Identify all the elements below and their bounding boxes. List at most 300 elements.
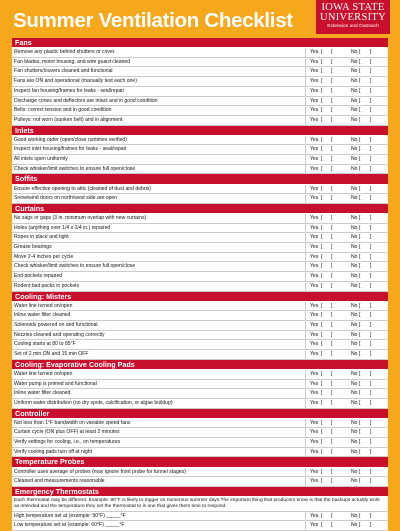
bracket-open: [ xyxy=(359,215,361,221)
no-checkbox[interactable] xyxy=(351,106,375,116)
no-checkbox[interactable] xyxy=(351,340,375,350)
no-checkbox[interactable] xyxy=(351,97,375,107)
yes-label: Yes xyxy=(310,341,319,348)
bracket-open: [ xyxy=(321,522,323,529)
checklist-item-text: Verify settings for cooling, i.e., on temperatures xyxy=(14,439,121,446)
checklist-item-text: Set of 2 min ON and 15 min OFF xyxy=(14,351,89,358)
yes-checkbox[interactable] xyxy=(310,185,334,195)
no-checkbox[interactable] xyxy=(351,136,375,146)
checklist-row xyxy=(12,311,388,321)
bracket-close: ] xyxy=(370,312,372,319)
no-label: No xyxy=(351,439,358,446)
no-label: No xyxy=(351,478,358,485)
no-checkbox[interactable] xyxy=(351,116,375,126)
bracket-open: [ xyxy=(321,234,323,241)
yes-checkbox[interactable] xyxy=(310,419,334,429)
bracket-open: [ xyxy=(321,390,323,397)
bracket-close: ] xyxy=(370,165,372,172)
no-label: No xyxy=(351,351,358,358)
bracket-close: ] xyxy=(331,282,333,289)
bracket-open: [ xyxy=(321,156,323,163)
no-label: No xyxy=(351,282,358,289)
row-divider xyxy=(305,399,306,408)
bracket-open: [ xyxy=(321,399,323,406)
yes-label: Yes xyxy=(310,390,319,397)
checklist-item-text: Check whisker/limit switches to ensure full open/close xyxy=(14,165,136,172)
no-checkbox[interactable] xyxy=(351,521,375,531)
bracket-close: ] xyxy=(370,419,372,426)
yes-checkbox[interactable] xyxy=(310,302,334,312)
checklist-item-text: Uniform water distribution (no dry spots, calcification, or algae buildup) xyxy=(14,399,173,406)
yes-label: Yes xyxy=(310,185,319,192)
bracket-close: ] xyxy=(331,107,333,114)
row-divider xyxy=(305,87,306,96)
checklist-item-text: Controller uses average of probes (may ignore front probe for tunnel stages) xyxy=(14,468,186,475)
row-divider xyxy=(305,521,306,530)
checklist-item-text: Fans are ON and operational (manually test each one) xyxy=(14,78,137,85)
no-checkbox[interactable] xyxy=(351,145,375,155)
bracket-close: ] xyxy=(331,321,333,328)
checklist-row xyxy=(12,48,388,58)
checklist-item-text: All inlets open uniformly xyxy=(14,156,68,163)
no-checkbox[interactable] xyxy=(351,311,375,321)
bracket-close: ] xyxy=(370,282,372,289)
yes-label: Yes xyxy=(310,419,319,426)
checklist-item-text: Pulleys: not worn (sunken belt) and in alignment xyxy=(14,116,123,123)
checklist-item-text: Water line turned on/open xyxy=(14,302,73,309)
bracket-open: [ xyxy=(359,419,361,426)
yes-label: Yes xyxy=(310,429,319,436)
no-checkbox[interactable] xyxy=(351,233,375,243)
yes-checkbox[interactable] xyxy=(310,448,334,458)
no-checkbox[interactable] xyxy=(351,194,375,204)
no-label: No xyxy=(351,419,358,426)
yes-checkbox[interactable] xyxy=(310,224,334,234)
bracket-open: [ xyxy=(321,97,323,104)
bracket-open: [ xyxy=(359,185,361,192)
no-checkbox[interactable] xyxy=(351,165,375,175)
yes-checkbox[interactable] xyxy=(310,428,334,438)
no-checkbox[interactable] xyxy=(351,48,375,58)
yes-label: Yes xyxy=(310,58,319,65)
bracket-close: ] xyxy=(331,312,333,319)
yes-checkbox[interactable] xyxy=(310,58,334,68)
checklist-row xyxy=(12,512,388,522)
row-divider xyxy=(305,145,306,154)
bracket-open: [ xyxy=(321,87,323,94)
no-checkbox[interactable] xyxy=(351,185,375,195)
checklist-row xyxy=(12,389,388,399)
bracket-close: ] xyxy=(370,107,372,114)
checklist-item-text: Belts: correct tension and in good condition xyxy=(14,107,112,114)
yes-checkbox[interactable] xyxy=(310,272,334,282)
bracket-close: ] xyxy=(331,439,333,446)
checklist-item-text: Verify cooling pads turn off at night xyxy=(14,448,93,455)
section-header: Fans xyxy=(12,38,388,48)
no-label: No xyxy=(351,165,358,172)
checklist-row xyxy=(12,194,388,204)
no-checkbox[interactable] xyxy=(351,389,375,399)
page-title: Summer Ventilation Checklist xyxy=(13,9,293,32)
bracket-close: ] xyxy=(331,185,333,192)
bracket-close: ] xyxy=(331,224,333,231)
bracket-open: [ xyxy=(321,116,323,123)
checklist-item-text: Ropes in place and tight xyxy=(14,234,69,241)
section-header: Controller xyxy=(12,409,388,419)
bracket-open: [ xyxy=(321,419,323,426)
bracket-close: ] xyxy=(331,49,333,56)
no-label: No xyxy=(351,448,358,455)
checklist-item-text: Ensure effective opening to attic (cleaned of dust and debris) xyxy=(14,185,151,192)
no-label: No xyxy=(351,146,358,153)
bracket-open: [ xyxy=(321,146,323,153)
bracket-close: ] xyxy=(370,468,372,475)
yes-label: Yes xyxy=(310,107,319,114)
bracket-close: ] xyxy=(370,244,372,251)
bracket-close: ] xyxy=(331,429,333,436)
bracket-open: [ xyxy=(359,49,361,56)
checklist-row xyxy=(12,521,388,531)
bracket-close: ] xyxy=(331,370,333,377)
yes-checkbox[interactable] xyxy=(310,48,334,58)
yes-label: Yes xyxy=(310,78,319,85)
bracket-open: [ xyxy=(359,58,361,65)
bracket-close: ] xyxy=(370,263,372,270)
yes-label: Yes xyxy=(310,116,319,123)
bracket-close: ] xyxy=(331,195,333,202)
yes-checkbox[interactable] xyxy=(310,253,334,263)
no-label: No xyxy=(351,58,358,65)
section-header: Inlets xyxy=(12,126,388,136)
bracket-open: [ xyxy=(359,195,361,202)
checklist-row xyxy=(12,185,388,195)
checklist-row xyxy=(12,97,388,107)
bracket-open: [ xyxy=(321,49,323,56)
bracket-open: [ xyxy=(321,282,323,289)
no-checkbox[interactable] xyxy=(351,512,375,522)
no-checkbox[interactable] xyxy=(351,272,375,282)
yes-checkbox[interactable] xyxy=(310,243,334,253)
yes-label: Yes xyxy=(310,244,319,251)
bracket-open: [ xyxy=(321,107,323,114)
yes-checkbox[interactable] xyxy=(310,282,334,292)
no-checkbox[interactable] xyxy=(351,224,375,234)
bracket-close: ] xyxy=(370,341,372,348)
row-divider xyxy=(305,58,306,67)
bracket-open: [ xyxy=(321,321,323,328)
yes-label: Yes xyxy=(310,302,319,309)
bracket-close: ] xyxy=(331,341,333,348)
yes-checkbox[interactable] xyxy=(310,331,334,341)
yes-label: Yes xyxy=(310,331,319,338)
no-checkbox[interactable] xyxy=(351,419,375,429)
bracket-open: [ xyxy=(321,380,323,387)
no-checkbox[interactable] xyxy=(351,302,375,312)
bracket-open: [ xyxy=(321,273,323,280)
no-checkbox[interactable] xyxy=(351,77,375,87)
yes-checkbox[interactable] xyxy=(310,106,334,116)
bracket-close: ] xyxy=(370,49,372,56)
no-checkbox[interactable] xyxy=(351,87,375,97)
yes-checkbox[interactable] xyxy=(310,350,334,360)
section-header: Emergency Thermostats xyxy=(12,487,388,497)
bracket-open: [ xyxy=(359,478,361,485)
yes-label: Yes xyxy=(310,263,319,270)
yes-label: Yes xyxy=(310,312,319,319)
yes-checkbox[interactable] xyxy=(310,165,334,175)
bracket-close: ] xyxy=(370,78,372,85)
yes-checkbox[interactable] xyxy=(310,370,334,380)
bracket-open: [ xyxy=(359,107,361,114)
yes-checkbox[interactable] xyxy=(310,214,334,224)
no-checkbox[interactable] xyxy=(351,262,375,272)
yes-label: Yes xyxy=(310,448,319,455)
yes-label: Yes xyxy=(310,136,319,143)
no-label: No xyxy=(351,468,358,475)
bracket-close: ] xyxy=(331,351,333,358)
yes-label: Yes xyxy=(310,146,319,153)
checklist-row xyxy=(12,438,388,448)
bracket-open: [ xyxy=(359,351,361,358)
bracket-open: [ xyxy=(359,468,361,475)
yes-checkbox[interactable] xyxy=(310,468,334,478)
no-checkbox[interactable] xyxy=(351,477,375,487)
yes-checkbox[interactable] xyxy=(310,262,334,272)
yes-label: Yes xyxy=(310,215,319,221)
row-divider xyxy=(305,331,306,340)
no-checkbox[interactable] xyxy=(351,399,375,409)
bracket-open: [ xyxy=(359,302,361,309)
checklist-row xyxy=(12,419,388,429)
bracket-open: [ xyxy=(321,185,323,192)
checklist-item-text: Water line turned on/open xyxy=(14,370,73,377)
bracket-close: ] xyxy=(370,380,372,387)
bracket-close: ] xyxy=(370,146,372,153)
no-checkbox[interactable] xyxy=(351,438,375,448)
checklist-row xyxy=(12,262,388,272)
bracket-open: [ xyxy=(359,146,361,153)
no-label: No xyxy=(351,512,358,519)
yes-label: Yes xyxy=(310,234,319,241)
checklist-row xyxy=(12,477,388,487)
bracket-open: [ xyxy=(321,263,323,270)
no-checkbox[interactable] xyxy=(351,321,375,331)
bracket-open: [ xyxy=(321,312,323,319)
no-label: No xyxy=(351,116,358,123)
bracket-open: [ xyxy=(321,351,323,358)
checklist-item-text: Discharge cones and deflectors are intact and in good condition xyxy=(14,97,158,104)
no-label: No xyxy=(351,399,358,406)
bracket-open: [ xyxy=(321,429,323,436)
no-checkbox[interactable] xyxy=(351,214,375,224)
yes-checkbox[interactable] xyxy=(310,145,334,155)
bracket-open: [ xyxy=(359,136,361,143)
yes-checkbox[interactable] xyxy=(310,97,334,107)
yes-checkbox[interactable] xyxy=(310,67,334,77)
no-checkbox[interactable] xyxy=(351,282,375,292)
row-divider xyxy=(305,282,306,291)
bracket-close: ] xyxy=(331,273,333,280)
yes-checkbox[interactable] xyxy=(310,380,334,390)
no-label: No xyxy=(351,312,358,319)
yes-checkbox[interactable] xyxy=(310,77,334,87)
bracket-open: [ xyxy=(359,156,361,163)
bracket-open: [ xyxy=(321,302,323,309)
checklist-item-text: Fan blades, motor housing, and wire guard cleaned xyxy=(14,58,131,65)
bracket-open: [ xyxy=(359,78,361,85)
no-label: No xyxy=(351,78,358,85)
yes-checkbox[interactable] xyxy=(310,233,334,243)
no-checkbox[interactable] xyxy=(351,243,375,253)
bracket-close: ] xyxy=(331,146,333,153)
row-divider xyxy=(305,512,306,521)
row-divider xyxy=(305,97,306,106)
row-divider xyxy=(305,262,306,271)
section-header: Soffits xyxy=(12,174,388,184)
bracket-open: [ xyxy=(321,341,323,348)
no-label: No xyxy=(351,195,358,202)
row-divider xyxy=(305,370,306,379)
row-divider xyxy=(305,155,306,164)
row-divider xyxy=(305,302,306,311)
no-checkbox[interactable] xyxy=(351,468,375,478)
checklist-item-text: Check whisker/limit switches to ensure full open/close xyxy=(14,263,136,270)
bracket-open: [ xyxy=(321,370,323,377)
checklist-row xyxy=(12,253,388,263)
no-label: No xyxy=(351,263,358,270)
checklist-row xyxy=(12,116,388,126)
no-label: No xyxy=(351,234,358,241)
checklist-row xyxy=(12,448,388,458)
checklist-row xyxy=(12,321,388,331)
checklist xyxy=(12,38,388,531)
yes-label: Yes xyxy=(310,370,319,377)
row-divider xyxy=(305,389,306,398)
checklist-item-text: Low temperature set at (example: 60°F) _____°F xyxy=(14,522,125,529)
checklist-row xyxy=(12,282,388,292)
yes-label: Yes xyxy=(310,351,319,358)
checklist-row xyxy=(12,243,388,253)
yes-checkbox[interactable] xyxy=(310,438,334,448)
checklist-item-text: Good working order (open/close runtimes verified) xyxy=(14,136,127,143)
no-label: No xyxy=(351,341,358,348)
yes-checkbox[interactable] xyxy=(310,340,334,350)
yes-label: Yes xyxy=(310,87,319,94)
row-divider xyxy=(305,48,306,57)
yes-checkbox[interactable] xyxy=(310,521,334,531)
bracket-open: [ xyxy=(359,390,361,397)
no-label: No xyxy=(351,390,358,397)
no-label: No xyxy=(351,185,358,192)
yes-label: Yes xyxy=(310,97,319,104)
no-checkbox[interactable] xyxy=(351,448,375,458)
bracket-close: ] xyxy=(370,253,372,260)
checklist-item-text: Inline water filter cleaned xyxy=(14,312,71,319)
bracket-close: ] xyxy=(331,165,333,172)
yes-checkbox[interactable] xyxy=(310,311,334,321)
no-checkbox[interactable] xyxy=(351,350,375,360)
bracket-open: [ xyxy=(359,273,361,280)
yes-checkbox[interactable] xyxy=(310,155,334,165)
yes-checkbox[interactable] xyxy=(310,116,334,126)
yes-checkbox[interactable] xyxy=(310,321,334,331)
bracket-close: ] xyxy=(331,156,333,163)
bracket-close: ] xyxy=(370,185,372,192)
row-divider xyxy=(305,224,306,233)
bracket-open: [ xyxy=(321,58,323,65)
checklist-row xyxy=(12,67,388,77)
section-header: Temperature Probes xyxy=(12,457,388,467)
yes-checkbox[interactable] xyxy=(310,389,334,399)
no-checkbox[interactable] xyxy=(351,370,375,380)
bracket-close: ] xyxy=(370,321,372,328)
checklist-item-text: Remove any plastic behind shutters or cover xyxy=(14,49,115,56)
checklist-item-text: Solenoids powered on and functional xyxy=(14,321,98,328)
bracket-open: [ xyxy=(321,331,323,338)
yes-checkbox[interactable] xyxy=(310,512,334,522)
bracket-close: ] xyxy=(370,156,372,163)
yes-checkbox[interactable] xyxy=(310,477,334,487)
checklist-row xyxy=(12,340,388,350)
row-divider xyxy=(305,438,306,447)
no-label: No xyxy=(351,253,358,260)
checklist-row xyxy=(12,428,388,438)
no-label: No xyxy=(351,97,358,104)
checklist-row xyxy=(12,145,388,155)
no-checkbox[interactable] xyxy=(351,380,375,390)
no-checkbox[interactable] xyxy=(351,253,375,263)
yes-checkbox[interactable] xyxy=(310,136,334,146)
bracket-open: [ xyxy=(359,253,361,260)
yes-label: Yes xyxy=(310,321,319,328)
row-divider xyxy=(305,194,306,203)
no-checkbox[interactable] xyxy=(351,67,375,77)
bracket-close: ] xyxy=(370,273,372,280)
bracket-close: ] xyxy=(331,478,333,485)
bracket-open: [ xyxy=(359,116,361,123)
no-checkbox[interactable] xyxy=(351,58,375,68)
bracket-close: ] xyxy=(331,331,333,338)
checklist-item-text: Nozzles cleaned and operating correctly xyxy=(14,331,105,338)
row-divider xyxy=(305,350,306,359)
checklist-item-text: Cooling starts at 80 to 85°F xyxy=(14,341,76,348)
bracket-close: ] xyxy=(331,253,333,260)
bracket-open: [ xyxy=(321,136,323,143)
row-divider xyxy=(305,272,306,281)
yes-checkbox[interactable] xyxy=(310,87,334,97)
bracket-close: ] xyxy=(331,302,333,309)
yes-checkbox[interactable] xyxy=(310,399,334,409)
yes-checkbox[interactable] xyxy=(310,194,334,204)
yes-label: Yes xyxy=(310,156,319,163)
no-label: No xyxy=(351,244,358,251)
row-divider xyxy=(305,253,306,262)
row-divider xyxy=(305,380,306,389)
bracket-close: ] xyxy=(331,87,333,94)
no-checkbox[interactable] xyxy=(351,331,375,341)
row-divider xyxy=(305,468,306,477)
no-checkbox[interactable] xyxy=(351,428,375,438)
no-label: No xyxy=(351,522,358,529)
no-checkbox[interactable] xyxy=(351,155,375,165)
section-header: Cooling: Misters xyxy=(12,292,388,302)
checklist-row xyxy=(12,370,388,380)
bracket-open: [ xyxy=(359,512,361,519)
bracket-open: [ xyxy=(359,321,361,328)
checklist-item-text: High temperature set at (example: 90°F) _____°F xyxy=(14,512,126,519)
bracket-open: [ xyxy=(321,78,323,85)
row-divider xyxy=(305,428,306,437)
